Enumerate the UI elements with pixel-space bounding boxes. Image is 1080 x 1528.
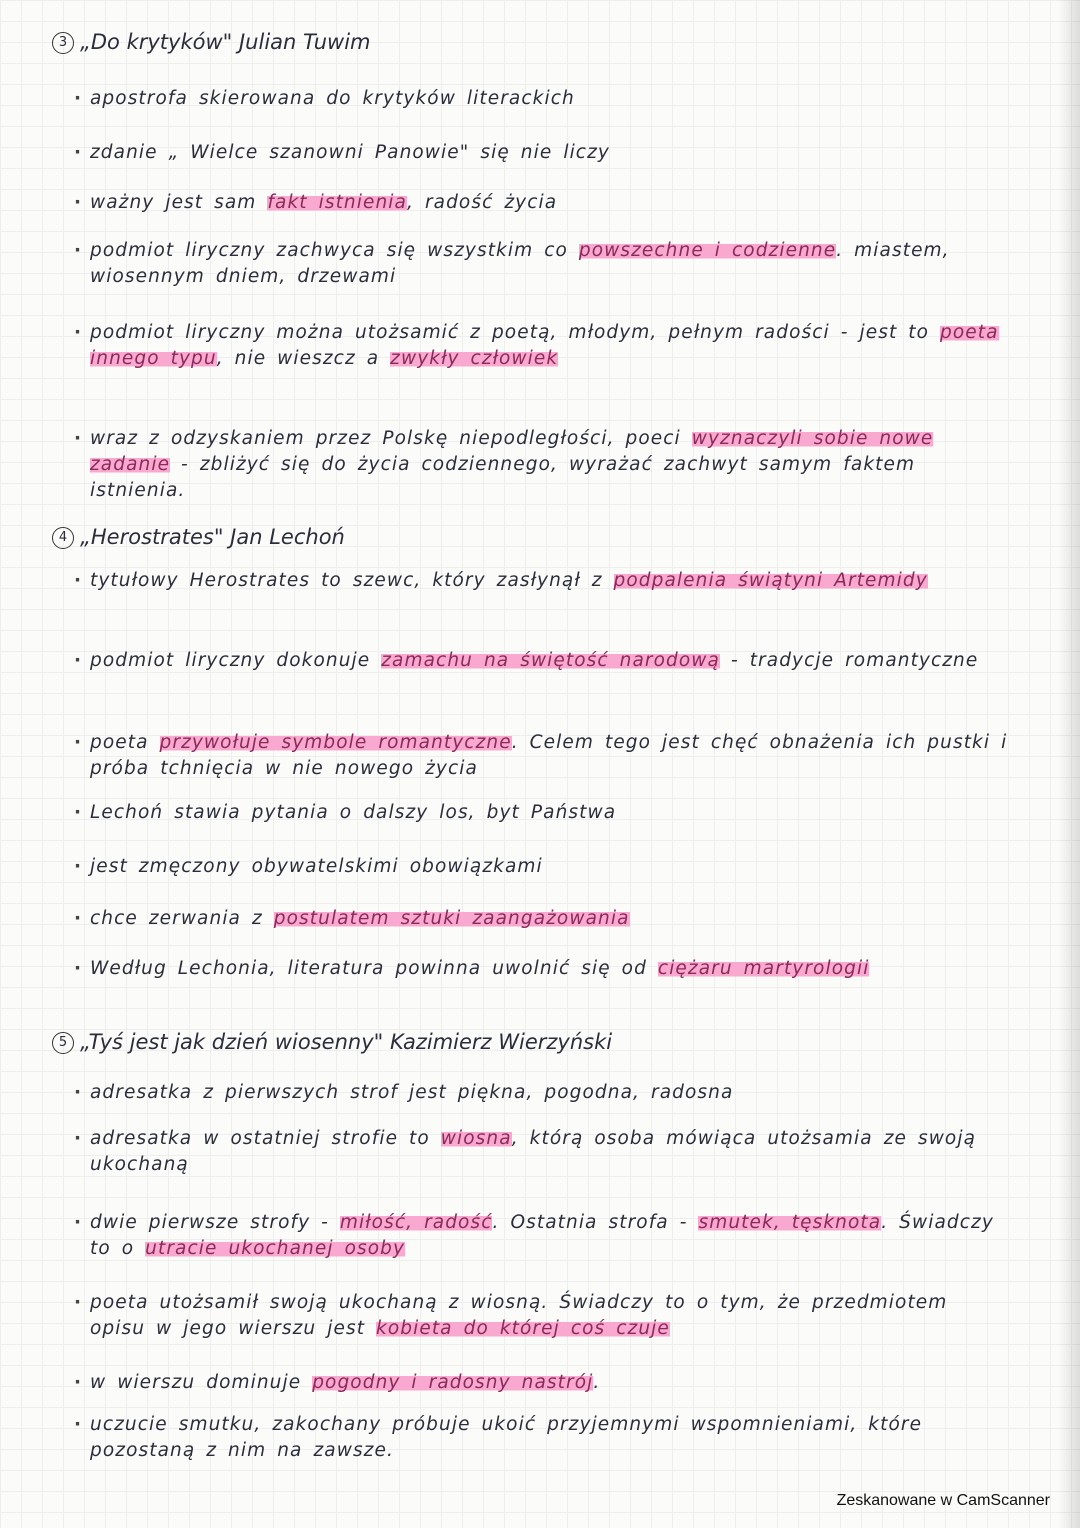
section-5-number: 5: [52, 1032, 74, 1054]
section-5-note: [90, 1210, 1010, 1262]
note-text: dwie pierwsze strofy -: [90, 1212, 340, 1233]
highlighted-phrase: wiosna: [440, 1128, 512, 1149]
highlighted-phrase: zamachu na świętość narodową: [381, 650, 720, 671]
note-text: uczucie smutku, zakochany próbuje ukoić przyjemnymi wspomnieniami, które pozostaną z nim na zawsze.: [90, 1414, 923, 1461]
note-text: wraz z odzyskaniem przez Polskę niepodległości, poeci: [90, 428, 692, 449]
highlighted-phrase: pogodny i radosny nastrój: [312, 1372, 594, 1393]
section-3-note: [90, 140, 1010, 166]
highlighted-phrase: wyznaczyli sobie nowe zadanie: [90, 428, 934, 475]
section-4-note: [90, 730, 1010, 782]
section-4-note: [90, 568, 1010, 594]
note-text: poeta: [90, 732, 160, 753]
section-5-note: [90, 1080, 1010, 1106]
note-text: . Celem tego jest chęć obnażenia ich pustki i próba tchnięcia w nie nowego życia: [90, 732, 1008, 779]
note-text: w wierszu dominuje: [90, 1372, 313, 1393]
section-5-note: [90, 1370, 1010, 1396]
note-text: chce zerwania z: [90, 908, 274, 929]
highlighted-phrase: postulatem sztuki zaangażowania: [273, 908, 630, 929]
highlighted-phrase: zwykły człowiek: [390, 348, 559, 369]
note-text: podmiot liryczny zachwyca się wszystkim co: [90, 240, 579, 261]
section-4-note: [90, 800, 1010, 826]
section-3-note: [90, 86, 1010, 112]
note-text: zdanie „ Wielce szanowni Panowie" się nie liczy: [90, 142, 610, 163]
section-3-note: [90, 320, 1010, 372]
note-text: poeta utożsamił swoją ukochaną z wiosną. Świadczy to o tym, że przedmiotem opisu w jego wierszu jest: [90, 1292, 948, 1339]
section-4-title: „Herostrates" Jan Lechoń: [80, 525, 345, 549]
highlighted-phrase: kobieta do której coś czuje: [376, 1318, 670, 1339]
highlighted-phrase: podpalenia świątyni Artemidy: [613, 570, 928, 591]
highlighted-phrase: powszechne i codzienne: [578, 240, 837, 261]
section-5-note: [90, 1126, 1010, 1178]
note-text: jest zmęczony obywatelskimi obowiązkami: [90, 856, 543, 877]
highlighted-phrase: miłość, radość: [339, 1212, 493, 1233]
highlighted-phrase: fakt istnienia: [267, 192, 407, 213]
note-text: - tradycje romantyczne: [719, 650, 979, 671]
section-4-note: [90, 906, 1010, 932]
section-5-title: „Tyś jest jak dzień wiosenny" Kazimierz Wierzyński: [80, 1030, 613, 1054]
note-text: . Ostatnia strofa -: [492, 1212, 699, 1233]
note-text: , którą osoba mówiąca utożsamia ze swoją ukochaną: [90, 1128, 977, 1175]
section-3-note: [90, 190, 1010, 216]
section-3-note: [90, 426, 1010, 504]
note-text: podmiot liryczny można utożsamić z poetą, młodym, pełnym radości - jest to: [90, 322, 941, 343]
note-text: ważny jest sam: [90, 192, 268, 213]
page-edge-shadow: [1058, 0, 1080, 1528]
note-text: . Świadczy to o: [90, 1212, 994, 1259]
section-4-note: [90, 854, 1010, 880]
note-text: adresatka w ostatniej strofie to: [90, 1128, 441, 1149]
section-5-note: [90, 1412, 1010, 1464]
note-text: .: [593, 1372, 601, 1393]
note-text: - zbliżyć się do życia codziennego, wyrażać zachwyt samym faktem istnienia.: [90, 454, 916, 501]
section-5-heading: [52, 1030, 612, 1054]
section-4-note: [90, 648, 1010, 674]
section-4-heading: [52, 525, 345, 549]
section-3-heading: [52, 30, 371, 54]
highlighted-phrase: przywołuje symbole romantyczne: [159, 732, 512, 753]
note-text: Lechoń stawia pytania o dalszy los, byt Państwa: [90, 802, 617, 823]
section-3-note: [90, 238, 1010, 290]
highlighted-phrase: smutek, tęsknota: [698, 1212, 882, 1233]
note-text: . miastem, wiosennym dniem, drzewami: [90, 240, 950, 287]
section-3-title: „Do krytyków" Julian Tuwim: [80, 30, 371, 54]
note-text: , radość życia: [406, 192, 558, 213]
section-4-number: 4: [52, 527, 74, 549]
section-5-note: [90, 1290, 1010, 1342]
note-text: tytułowy Herostrates to szewc, który zasłynął z: [90, 570, 614, 591]
highlighted-phrase: ciężaru martyrologii: [657, 958, 870, 979]
scanner-watermark: Zeskanowane w CamScanner: [836, 1492, 1050, 1509]
highlighted-phrase: utracie ukochanej osoby: [145, 1238, 406, 1259]
note-text: apostrofa skierowana do krytyków literackich: [90, 88, 575, 109]
section-4-note: [90, 956, 1010, 982]
note-text: , nie wieszcz a: [216, 348, 391, 369]
section-3-number: 3: [52, 32, 74, 54]
note-text: Według Lechonia, literatura powinna uwolnić się od: [90, 958, 658, 979]
note-text: podmiot liryczny dokonuje: [90, 650, 382, 671]
note-text: adresatka z pierwszych strof jest piękna, pogodna, radosna: [90, 1082, 734, 1103]
highlighted-phrase: poeta innego typu: [90, 322, 999, 369]
